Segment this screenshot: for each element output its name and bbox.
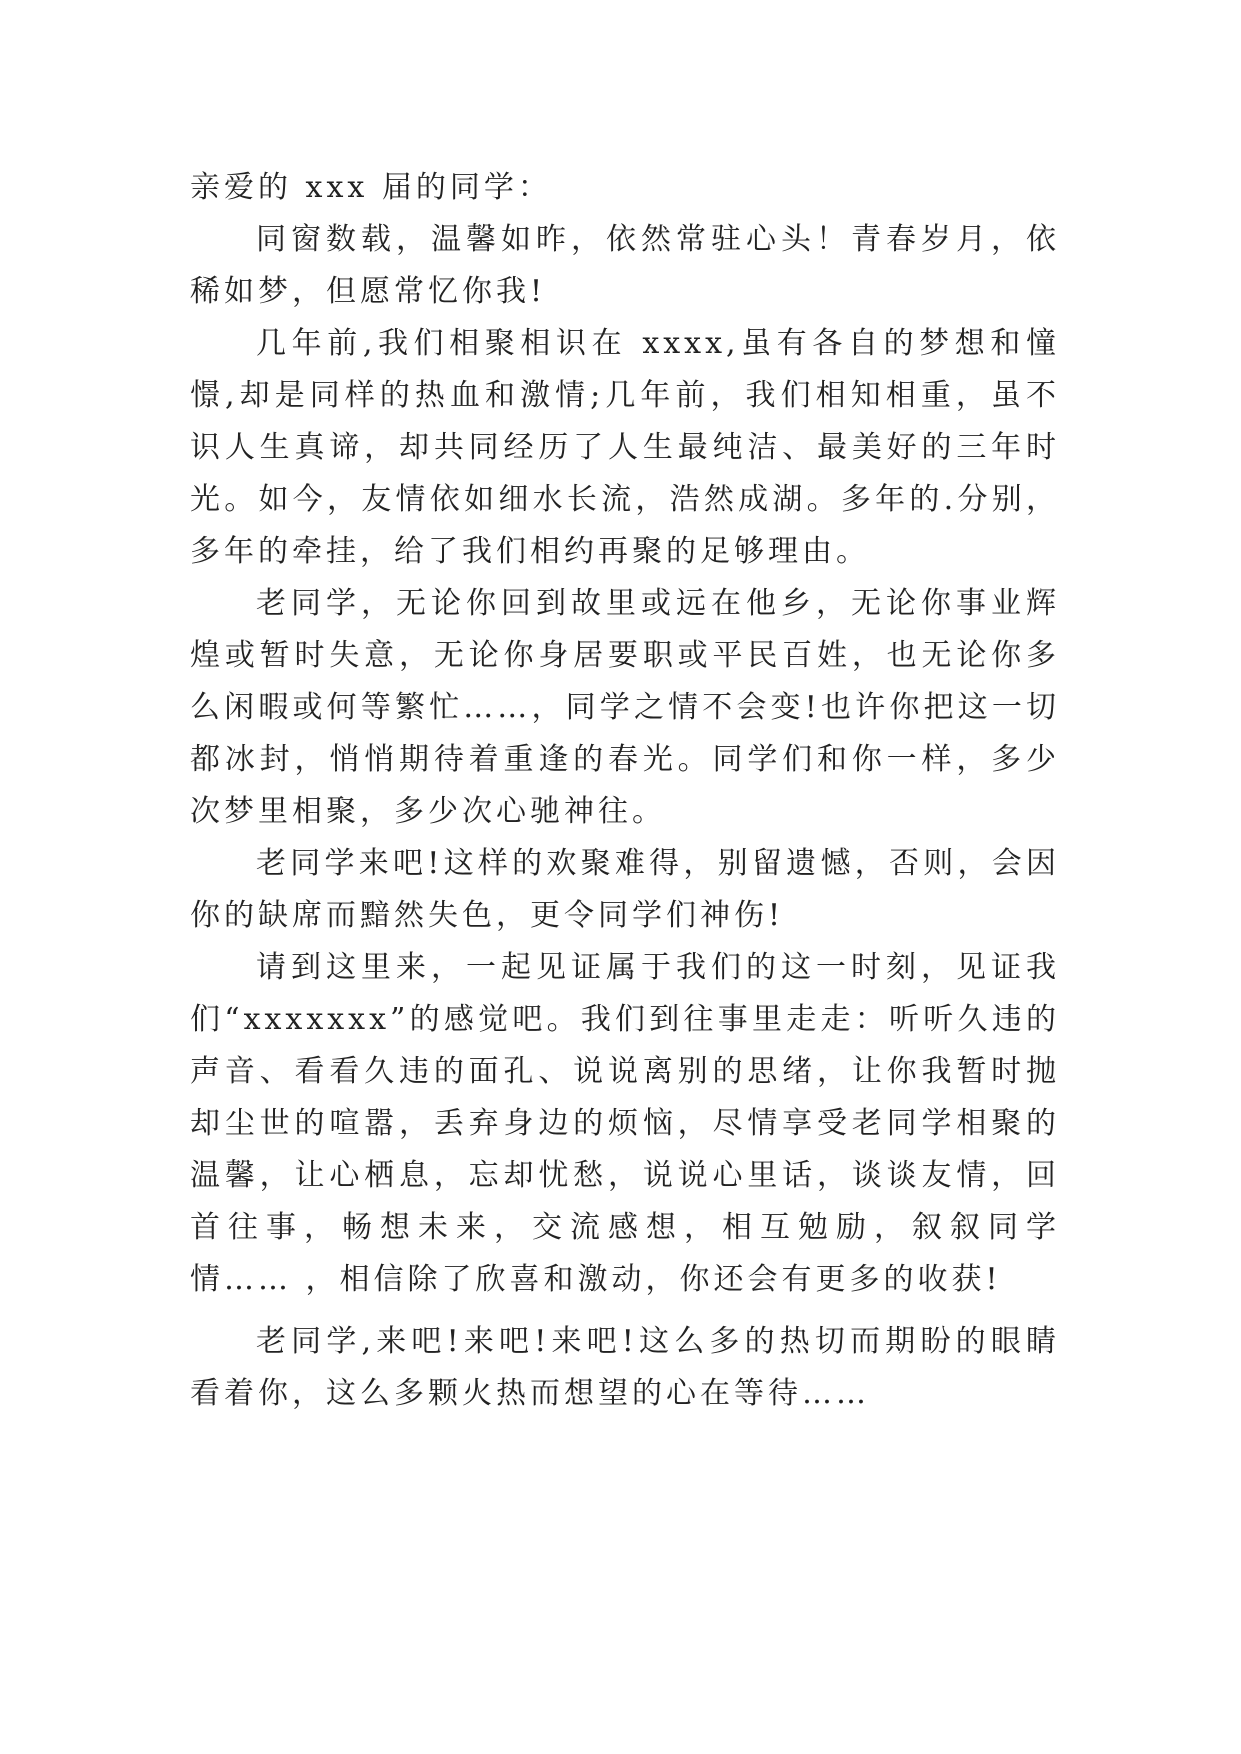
- salutation: 亲爱的 xxx 届的同学：: [190, 170, 552, 205]
- paragraph-classmates-memories: 同窗数载，温馨如昨，依然常驻心头！青春岁月，依稀如梦，但愿常忆你我!: [190, 222, 1060, 309]
- paragraph-years-ago: 几年前,我们相聚相识在 xxxx,虽有各自的梦想和憧憬,却是同样的热血和激情;几年前，我们相知相重，虽不识人生真谛，却共同经历了人生最纯洁、最美好的三年时光。如今，友情依如细水长流，浩然成湖。多年的.分别，多年的牵挂，给了我们相约再聚的足够理由。: [190, 326, 1060, 569]
- paragraph-witness-moment: 请到这里来，一起见证属于我们的这一时刻，见证我们“xxxxxxx”的感觉吧。我们到往事里走走：听听久违的声音、看看久违的面孔、说说离别的思绪，让你我暂时抛却尘世的喧嚣，丢弃身边的烦恼，尽情享受老同学相聚的温馨，让心栖息，忘却忧愁，说说心里话，谈谈友情，回首往事，畅想未来，交流感想，相互勉励，叙叙同学情…… ，相信除了欣喜和激动，你还会有更多的收获!: [190, 950, 1060, 1297]
- letter-body: [190, 162, 1060, 1420]
- paragraph-old-classmates: 老同学，无论你回到故里或远在他乡，无论你事业辉煌或暂时失意，无论你身居要职或平民百姓，也无论你多么闲暇或何等繁忙……，同学之情不会变!也许你把这一切都冰封，悄悄期待着重逢的春光。同学们和你一样，多少次梦里相聚，多少次心驰神往。: [190, 586, 1060, 829]
- paragraph-come-invitation: 老同学来吧!这样的欢聚难得，别留遗憾，否则，会因你的缺席而黯然失色，更令同学们神伤!: [190, 846, 1060, 933]
- paragraph-closing: 老同学,来吧!来吧!来吧!这么多的热切而期盼的眼睛看着你，这么多颗火热而想望的心在等待……: [190, 1324, 1060, 1411]
